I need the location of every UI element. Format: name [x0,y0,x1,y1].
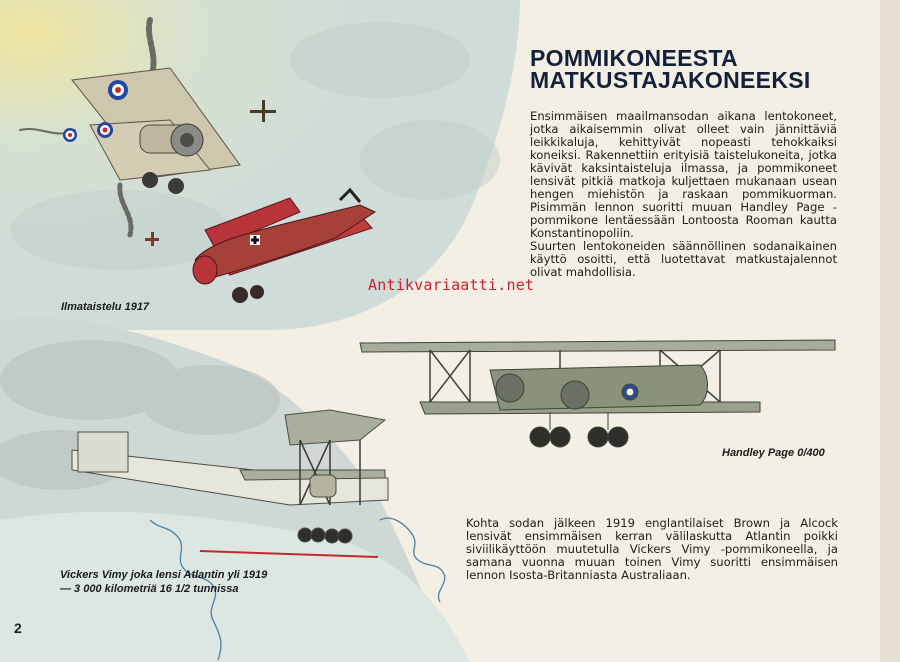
page-number: 2 [14,620,22,636]
caption-vickers-vimy [60,568,280,596]
caption-vimy-line-1: Vickers Vimy joka lensi Atlantin yli 1919 [60,569,268,581]
handley-page-bomber [360,340,835,447]
page-heading [530,47,811,91]
caption-handley-page: Handley Page 0/400 [722,447,825,459]
caption-vimy-line-2: — 3 000 kilometriä 16 1/2 tunnissa [60,583,239,595]
watermark: Antikvariaatti.net [368,276,535,294]
paragraph-1a: Ensimmäisen maailmansodan aikana lentokoneet, jotka aikaisemmin olivat olleet vain jännittäviä leikkikaluja, kehittyivät nopeasti tehokkaiksi koneiksi. Rakennettiin erityisiä taistelukoneita, jotka kävivät kaksintaisteluja ilmassa, ja pommikoneet lensivät pitkiä matkoja kuljettaen mukanaan usean hengen miehistön ja raskaan pommikuorman. Pisimmän lennon suoritti muuan Handley Page -pommikone lentäessään Lontoosta Rooman kautta Konstantinopoliin. [530,109,837,240]
paragraph-ww1-aviation [530,110,837,279]
paragraph-2: Kohta sodan jälkeen 1919 englantilaiset Brown ja Alcock lensivät ensimmäisen kerran välilaskutta Atlantin poikki siviilikäyttöön muutetulla Vickers Vimy -pommikoneella, ja samana vuonna muuan toinen Vimy suoritti ensimmäisen lennon Isosta-Britanniasta Australiaan. [466,516,838,582]
heading-line-2: MATKUSTAJAKONEEKSI [530,67,811,93]
caption-dogfight: Ilmataistelu 1917 [61,301,150,313]
paragraph-1b: Suurten lentokoneiden säännöllinen sodanaikainen käyttö osoitti, että luotettavat matkustajalennot olivat mahdollisia. [530,239,837,279]
heading-line-1: POMMIKONEESTA [530,45,738,71]
paragraph-atlantic-flight [466,517,838,582]
